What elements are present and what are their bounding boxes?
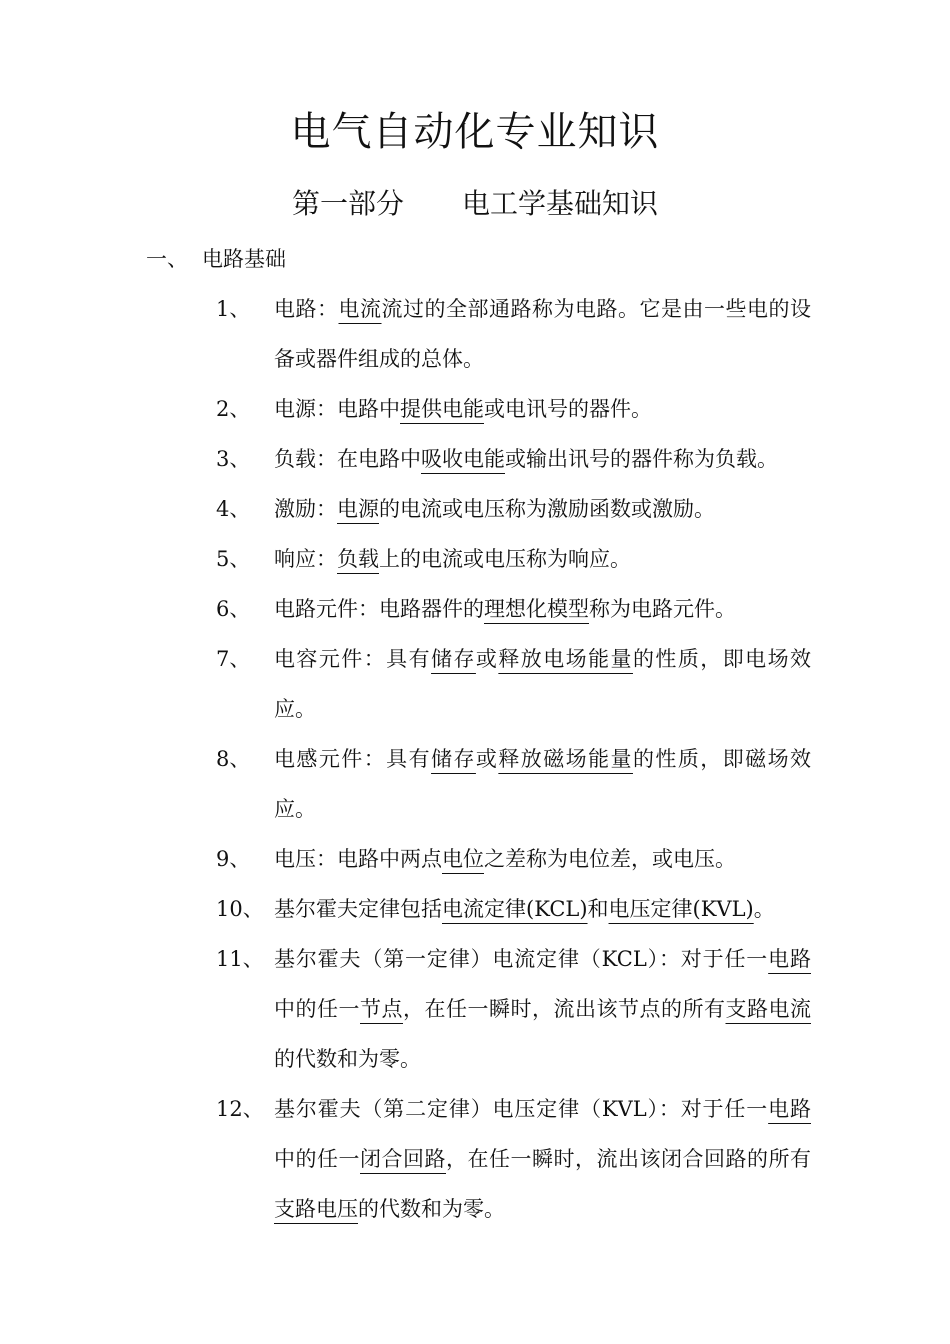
section-number: 一、 <box>146 247 188 271</box>
section-heading <box>146 242 286 276</box>
section-title: 电路基础 <box>202 247 286 271</box>
item-text: 电容元件：具有储存或释放电场能量的性质，即电场效应。 <box>274 647 812 721</box>
list-item <box>216 384 811 434</box>
item-number: 12、 <box>216 1097 264 1121</box>
list-item <box>216 934 811 1084</box>
item-text: 激励：电源的电流或电压称为激励函数或激励。 <box>274 497 715 521</box>
part-label: 第一部分 <box>291 187 404 220</box>
list-item <box>216 434 811 484</box>
part-name: 电工学基础知识 <box>462 187 659 220</box>
item-number: 10、 <box>216 897 264 921</box>
item-number: 1、 <box>216 297 251 321</box>
item-number: 2、 <box>216 397 251 421</box>
list-item <box>216 284 811 384</box>
list-item <box>216 734 811 834</box>
item-text: 电源：电路中提供电能或电讯号的器件。 <box>274 397 652 421</box>
item-number: 3、 <box>216 447 251 471</box>
item-text: 电压：电路中两点电位之差称为电位差，或电压。 <box>274 847 736 871</box>
item-number: 7、 <box>216 647 251 671</box>
item-number: 4、 <box>216 497 251 521</box>
list-item <box>216 484 811 534</box>
list-item <box>216 884 811 934</box>
item-number: 9、 <box>216 847 251 871</box>
item-text: 负载：在电路中吸收电能或输出讯号的器件称为负载。 <box>274 447 778 471</box>
list-item <box>216 534 811 584</box>
item-text: 响应：负载上的电流或电压称为响应。 <box>274 547 631 571</box>
list-item <box>216 834 811 884</box>
item-text: 基尔霍夫（第一定律）电流定律（KCL）：对于任一电路中的任一节点，在任一瞬时，流出该节点的所有支路电流的代数和为零。 <box>274 947 811 1071</box>
item-number: 6、 <box>216 597 251 621</box>
list-item <box>216 634 811 734</box>
part-heading <box>0 184 950 224</box>
item-text: 电路：电流流过的全部通路称为电路。它是由一些电的设备或器件组成的总体。 <box>274 297 811 371</box>
item-text: 电路元件：电路器件的理想化模型称为电路元件。 <box>274 597 736 621</box>
item-number: 8、 <box>216 747 251 771</box>
item-text: 电感元件：具有储存或释放磁场能量的性质，即磁场效应。 <box>274 747 812 821</box>
item-text: 基尔霍夫（第二定律）电压定律（KVL）：对于任一电路中的任一闭合回路，在任一瞬时，流出该闭合回路的所有支路电压的代数和为零。 <box>274 1097 811 1221</box>
list-item <box>216 584 811 634</box>
item-text: 基尔霍夫定律包括电流定律(KCL)和电压定律(KVL)。 <box>274 897 775 921</box>
list-item <box>216 1084 811 1234</box>
item-number: 5、 <box>216 547 251 571</box>
item-number: 11、 <box>216 947 264 971</box>
document-title: 电气自动化专业知识 <box>290 109 660 155</box>
